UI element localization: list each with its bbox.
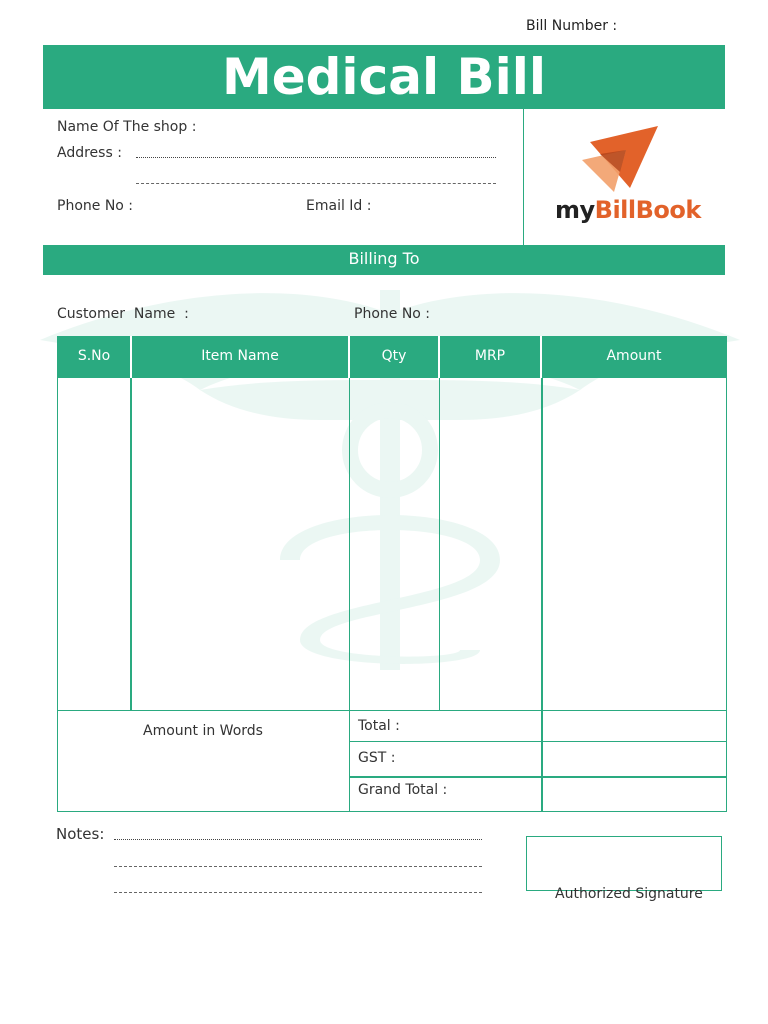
address-line-1[interactable]: [136, 157, 496, 158]
total-label: Total :: [358, 718, 400, 734]
shop-name-label: Name Of The shop :: [57, 119, 197, 135]
amount-in-words-label: Amount in Words: [143, 723, 263, 739]
column-header-sno: S.No: [77, 348, 111, 364]
title-bar: [43, 45, 725, 109]
address-line-2[interactable]: [136, 183, 496, 184]
column-header-mrp: MRP: [474, 348, 506, 364]
amount-cell[interactable]: [543, 378, 726, 709]
column-header-item-name: Item Name: [201, 348, 279, 364]
grand-total-label: Grand Total :: [358, 782, 448, 798]
header-separator: [540, 336, 542, 378]
gst-value-cell[interactable]: [543, 742, 726, 775]
page-title: Medical Bill: [221, 48, 547, 106]
notes-line-3[interactable]: [114, 892, 482, 893]
header-divider: [523, 109, 524, 245]
gst-label: GST :: [358, 750, 396, 766]
column-header-qty: Qty: [381, 348, 407, 364]
logo-brand: BillBook: [594, 196, 701, 224]
column-header-amount: Amount: [606, 348, 662, 364]
billing-to-bar: [43, 245, 725, 275]
header-separator: [348, 336, 350, 378]
bill-number-label: Bill Number :: [526, 18, 618, 34]
items-table-header: [57, 336, 727, 378]
billing-to-title: Billing To: [348, 249, 420, 268]
signature-box[interactable]: [526, 836, 722, 891]
shop-phone-label: Phone No :: [57, 198, 134, 214]
header-separator: [438, 336, 440, 378]
notes-label: Notes:: [56, 825, 105, 843]
mybillbook-logo: [555, 122, 705, 232]
notes-line-2[interactable]: [114, 866, 482, 867]
logo-prefix: my: [555, 196, 595, 224]
authorized-signature-label: Authorized Signature: [555, 886, 703, 902]
item-name-cell[interactable]: [132, 378, 349, 709]
grand-total-value-cell[interactable]: [543, 778, 726, 811]
notes-line-1[interactable]: [114, 839, 482, 840]
sno-cell[interactable]: [58, 378, 130, 709]
address-label: Address :: [57, 145, 122, 161]
logo-mark-icon: [580, 122, 660, 194]
header-separator: [130, 336, 132, 378]
customer-name-label: Customer Name :: [57, 306, 189, 322]
mrp-cell[interactable]: [440, 378, 541, 709]
customer-phone-label: Phone No :: [354, 306, 431, 322]
total-value-cell[interactable]: [543, 711, 726, 740]
qty-cell[interactable]: [350, 378, 439, 709]
shop-email-label: Email Id :: [306, 198, 372, 214]
